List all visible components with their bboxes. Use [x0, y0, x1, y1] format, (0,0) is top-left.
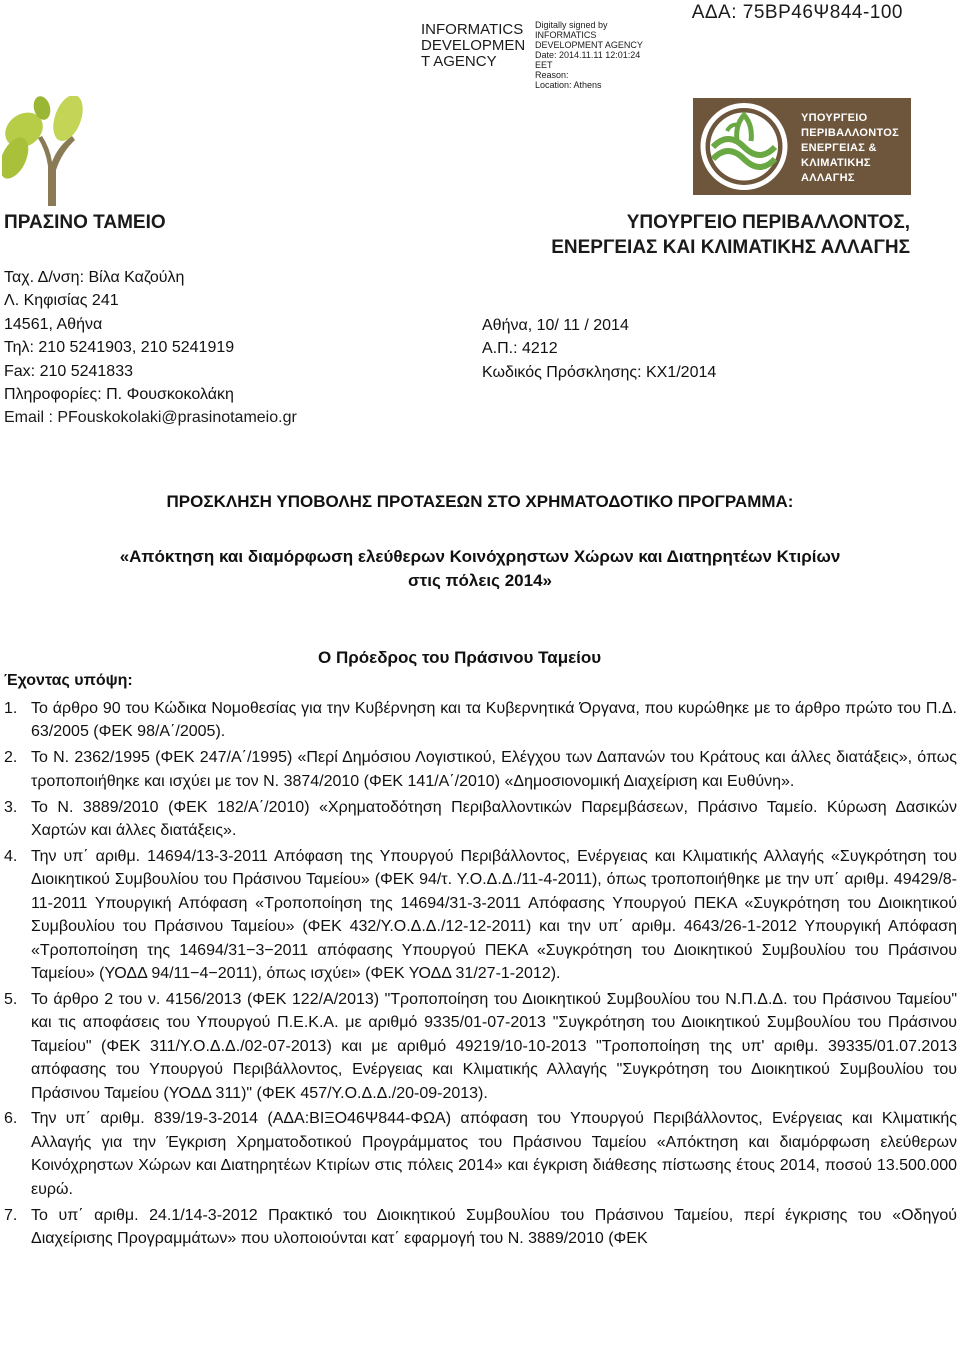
signature-detail-line: EET: [535, 60, 553, 70]
ministry-title: [551, 210, 910, 260]
signature-org-line: T AGENCY: [421, 53, 497, 70]
list-item-number: 3.: [4, 798, 18, 816]
document-date: Αθήνα, 10/ 11 / 2014: [482, 317, 629, 334]
list-item-text: Την υπ΄ αριθμ. 839/19-3-2014 (ΑΔΑ:ΒΙΞΟ46Ψ844-ΦΩΑ) απόφαση του Υπουργού Περιβάλλοντος, Ενέργειας και Κλιματικής Αλλαγής για την Έγκριση Χρηματοδοτικού Προγράμματος του Πράσινου Ταμείου «Απόκτηση και διαμόρφωση ελεύθερων Κοινόχρηστων Χώρων και Διατηρητέων Κτιρίων στις πόλεις 2014» και έγκριση διάθεσης πίστωσης έτους 2014, ποσού 13.500.000 ευρώ.: [31, 1110, 957, 1198]
protocol-number: Α.Π.: 4212: [482, 340, 558, 358]
call-heading: ΠΡΟΣΚΛΗΣΗ ΥΠΟΒΟΛΗΣ ΠΡΟΤΑΣΕΩΝ ΣΤΟ ΧΡΗΜΑΤΟΔΟΤΙΚΟ ΠΡΟΓΡΑΜΜΑ:: [166, 492, 794, 511]
address-line: Τηλ: 210 5241903, 210 5241919: [4, 339, 235, 357]
signature-organization: [421, 22, 533, 70]
sender-name: ΠΡΑΣΙΝΟ ΤΑΜΕΙΟ: [4, 212, 166, 233]
list-item: [4, 746, 957, 793]
list-item-text: Το άρθρο 90 του Κώδικα Νομοθεσίας για την Κυβέρνηση και τα Κυβερνητικά Όργανα, που κυρώθηκε με το άρθρο πρώτο του Π.Δ. 63/2005 (ΦΕΚ 98/Α΄/2005).: [31, 700, 957, 741]
address-line: Fax: 210 5241833: [4, 362, 133, 380]
signature-detail-line: DEVELOPMENT AGENCY: [535, 40, 643, 50]
ministry-logo-line: ΠΕΡΙΒΑΛΛΟΝΤΟΣ: [801, 127, 900, 139]
list-item: [4, 845, 957, 985]
ada-code: ΑΔΑ: 75ΒΡ46Ψ844-100: [691, 2, 903, 23]
list-item-number: 6.: [4, 1110, 18, 1128]
address-line: Ταχ. Δ/νση: Βίλα Καζούλη: [4, 269, 185, 286]
list-item-text: Το υπ΄ αριθμ. 24.1/14-3-2012 Πρακτικό του Διοικητικού Συμβουλίου του Πράσινου Ταμείου, περί έγκρισης του «Οδηγού Διαχείρισης Προγραμμάτων» που υλοποιούνται κατ΄ εφαρμογή του Ν. 3889/2010 (ΦΕΚ: [31, 1206, 957, 1247]
signature-detail-line: Reason:: [535, 70, 569, 80]
address-line: Πληροφορίες: Π. Φουσκοκολάκη: [4, 386, 234, 404]
list-item: [4, 1107, 957, 1201]
signature-org-line: DEVELOPMEN: [421, 37, 526, 54]
signature-detail-line: Date: 2014.11.11 12:01:24: [535, 50, 641, 60]
list-item-number: 2.: [4, 749, 18, 767]
address-line: Λ. Κηφισίας 241: [4, 292, 119, 310]
programme-title: [0, 545, 960, 593]
list-item-text: Το άρθρο 2 του ν. 4156/2013 (ΦΕΚ 122/Α/2013) "Τροποποίηση του Διοικητικού Συμβουλίου του Ν.Π.Δ.Δ. του Πράσινου Ταμείου" και τις αποφάσεις του Υπουργού Π.Ε.Κ.Α. με αριθμό 9335/01-07-2013 "Συγκρότηση του Διοικητικού Συμβουλίου του Πράσινου Ταμείου" (ΦΕΚ 311/Υ.Ο.Δ.Δ./02-07-2013) και με αριθμό 49219/10-10-2013 "Τροποποίηση της υπ' αριθμ. 39335/01.07.2013 απόφασης του Υπουργού Περιβάλλοντος, Ενέργειας και Κλιματικής Αλλαγής "Συγκρότηση του Διοικητικού Συμβουλίου του Πράσινου Ταμείου (ΥΟΔΔ 311)" (ΦΕΚ 457/Υ.Ο.Δ.Δ./20-09-2013).: [31, 990, 957, 1102]
list-item-number: 5.: [4, 990, 18, 1008]
programme-title-line: στις πόλεις 2014»: [408, 571, 552, 590]
ministry-logo-line: ΕΝΕΡΓΕΙΑΣ &: [801, 142, 877, 154]
ministry-logo-line: ΥΠΟΥΡΓΕΙΟ: [801, 112, 868, 124]
sender-email-link[interactable]: Email : PFouskokolaki@prasinotameio.gr: [4, 409, 297, 427]
address-line: 14561, Αθήνα: [4, 315, 103, 333]
signature-details: [535, 20, 655, 90]
green-fund-tree-logo: [2, 96, 94, 206]
ministry-logo: [693, 98, 911, 195]
list-item-number: 4.: [4, 847, 18, 865]
ministry-logo-line: ΑΛΛΑΓΗΣ: [801, 172, 855, 184]
ministry-title-line: ΥΠΟΥΡΓΕΙΟ ΠΕΡΙΒΑΛΛΟΝΤΟΣ,: [626, 212, 910, 233]
list-item-number: 1.: [4, 700, 18, 717]
list-item: [4, 988, 957, 1105]
considerations-list: [4, 697, 957, 1250]
list-item-number: 7.: [4, 1206, 18, 1224]
signature-detail-line: Digitally signed by: [535, 20, 608, 30]
list-item: [4, 697, 957, 744]
ministry-logo-line: ΚΛΙΜΑΤΙΚΗΣ: [801, 157, 871, 169]
document-meta: [482, 314, 716, 384]
signature-detail-line: Location: Athens: [535, 80, 602, 90]
signature-org-line: INFORMATICS: [421, 21, 524, 38]
ministry-emblem-icon: [697, 101, 791, 192]
ministry-title-line: ΕΝΕΡΓΕΙΑΣ ΚΑΙ ΚΛΙΜΑΤΙΚΗΣ ΑΛΛΑΓΗΣ: [551, 237, 910, 258]
call-code: Κωδικός Πρόσκλησης: ΚΧ1/2014: [482, 363, 717, 381]
signature-detail-line: INFORMATICS: [535, 30, 597, 40]
list-item-text: Την υπ΄ αριθμ. 14694/13-3-2011 Απόφαση της Υπουργού Περιβάλλοντος, Ενέργειας και Κλιματικής Αλλαγής «Συγκρότηση του Διοικητικού Συμβουλίου του Πράσινου Ταμείου» (ΦΕΚ 94/τ. Υ.Ο.Δ.Δ./11-4-2011), όπως τροποποιήθηκε με την υπ΄ αριθμ. 49429/8-11-2011 Υπουργική Απόφαση «Τροποποίηση της 14694/31-3-2011 Απόφασης Υπουργού ΠΕΚΑ «Συγκρότηση του Διοικητικού Συμβουλίου του Πράσινου Ταμείου» (ΦΕΚ 432/Υ.Ο.Δ.Δ./12-12-2011) και την υπ΄ αριθμ. 4643/26-1-2012 Υπουργική Απόφαση «Τροποποίηση της 14694/31−3−2011 απόφασης Υπουργού ΠΕΚΑ «Συγκρότηση του Διοικητικού Συμβουλίου του Πράσινου Ταμείου» (ΥΟΔΔ 94/11−4−2011), όπως ισχύει» (ΦΕΚ ΥΟΔΔ 31/27-1-2012).: [31, 847, 957, 982]
president-heading: Ο Πρόεδρος του Πράσινου Ταμείου: [318, 648, 602, 667]
sender-address: [4, 266, 297, 430]
list-item-text: Το Ν. 2362/1995 (ΦΕΚ 247/Α΄/1995) «Περί Δημόσιου Λογιστικού, Ελέγχου των Δαπανών του Κράτους και άλλες διατάξεις», όπως τροποποιήθηκε και ισχύει με τον Ν. 3874/2010 (ΦΕΚ 141/Α΄/2010) «Δημοσιονομική Διαχείριση και Ευθύνη».: [31, 749, 957, 790]
considering-heading: Έχοντας υπόψη:: [4, 672, 133, 689]
list-item: [4, 796, 957, 843]
list-item: [4, 1204, 957, 1251]
ministry-logo-text: [801, 111, 899, 186]
list-item-text: Το Ν. 3889/2010 (ΦΕΚ 182/Α΄/2010) «Χρηματοδότηση Περιβαλλοντικών Παρεμβάσεων, Πράσινο Ταμείο. Κύρωση Δασικών Χαρτών και άλλες διατάξεις».: [31, 798, 957, 840]
programme-title-line: «Απόκτηση και διαμόρφωση ελεύθερων Κοινόχρηστων Χώρων και Διατηρητέων Κτιρίων: [119, 547, 841, 566]
